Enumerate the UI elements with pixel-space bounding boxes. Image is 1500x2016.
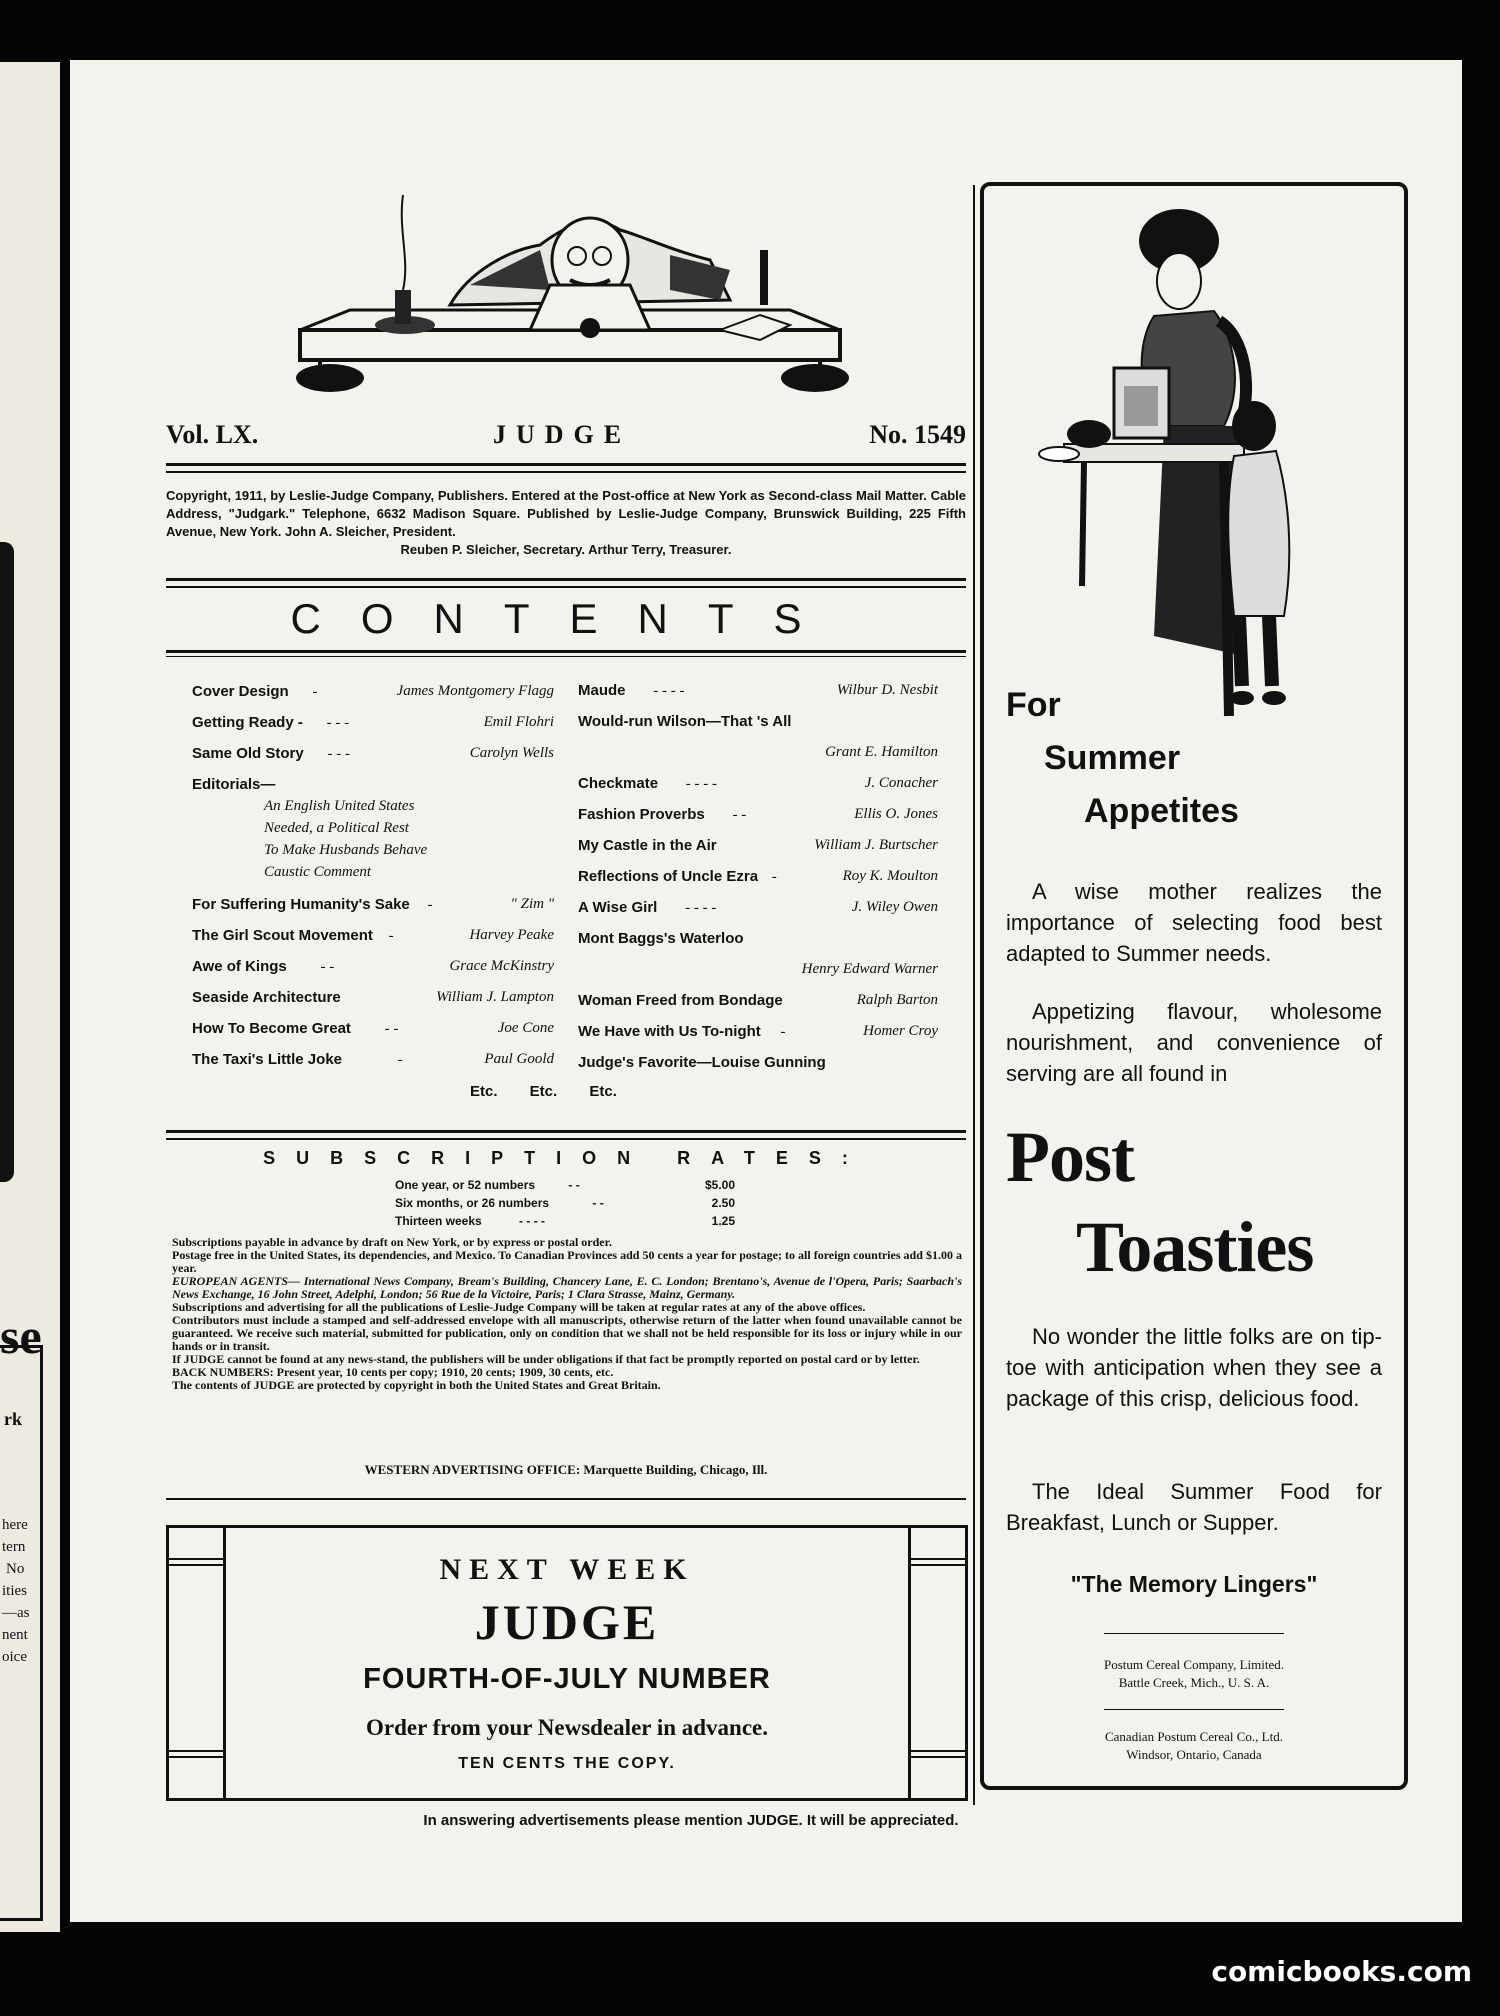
company-us-address: Battle Creek, Mich., U. S. A. bbox=[1118, 1675, 1270, 1690]
volume-number: Vol. LX. bbox=[166, 420, 259, 449]
copyright-text: Copyright, 1911, by Leslie-Judge Company, Publishers. Entered at the Post-office at New York as Second-class Mail Matter. Cable Address, "Judgark." Telephone, 6632 Madison Square. Published by Leslie-Judge Company, Brunswick Building, 225 Fifth Avenue, New York. John A. Sleicher, President. bbox=[166, 488, 966, 539]
toc-title: Would-run Wilson—That 's All bbox=[578, 713, 792, 730]
toc-subentry[interactable]: Caustic Comment bbox=[264, 864, 372, 880]
fragment: oice bbox=[2, 1649, 27, 1665]
rule bbox=[1104, 1633, 1284, 1634]
ad-headline-1: For bbox=[1006, 686, 1061, 724]
toc-title: A Wise Girl bbox=[578, 899, 658, 916]
ad-headline-2: Summer bbox=[1044, 739, 1181, 777]
toc-dash: - bbox=[780, 1024, 786, 1040]
fine-print-line: Postage free in the United States, its dependencies, and Mexico. To Canadian Provinces add 50 cents a year for postage; to all foreign countries add $1.00 a year. bbox=[172, 1248, 962, 1275]
toc-entry[interactable] bbox=[192, 896, 554, 914]
adjacent-page bbox=[0, 62, 60, 1932]
toc-title: Mont Baggs's Waterloo bbox=[578, 930, 744, 947]
fragment: No bbox=[6, 1561, 25, 1577]
fragment: rk bbox=[4, 1409, 22, 1429]
toc-entry[interactable] bbox=[192, 776, 554, 794]
toc-title: For Suffering Humanity's Sake bbox=[192, 896, 410, 913]
toc-author: " Zim " bbox=[510, 896, 554, 912]
page-footer: In answering advertisements please mention JUDGE. It will be appreciated. bbox=[423, 1812, 959, 1829]
toc-title: Reflections of Uncle Ezra bbox=[578, 868, 759, 885]
subscription-fine-print bbox=[172, 1236, 962, 1392]
toc-author: Ralph Barton bbox=[856, 992, 938, 1008]
toc-entry[interactable] bbox=[578, 868, 938, 886]
subscription-heading: SUBSCRIPTION RATES: bbox=[263, 1148, 869, 1168]
rule bbox=[166, 578, 966, 588]
toc-dash: - - - - bbox=[653, 683, 685, 699]
toc-entry[interactable] bbox=[578, 775, 938, 793]
copyright-notice bbox=[166, 487, 966, 559]
fine-print-line: If JUDGE cannot be found at any news-stand, the publishers will be under obligations if that fact be promptly reported on postal card or by letter. bbox=[172, 1352, 920, 1366]
toc-title: Judge's Favorite—Louise Gunning bbox=[578, 1054, 826, 1071]
fine-print-line: EUROPEAN AGENTS— International News Company, Bream's Building, Chancery Lane, E. C. London; Brentano's, Avenue de l'Opera, Paris; Saarbach's News Exchange, 16 John Street, Adelphi, London; 56 Rue de la Victoire, Paris; 1 Clara Strasse, Mainz, Germany. bbox=[172, 1274, 962, 1301]
toc-entry[interactable] bbox=[192, 989, 554, 1007]
toc-title: Woman Freed from Bondage bbox=[578, 992, 783, 1009]
mother-and-child-illustration bbox=[1014, 186, 1384, 746]
fine-print-line: Contributors must include a stamped and self-addressed envelope with all manuscripts, otherwise return of the latter when found unavailable cannot be guaranteed. We receive such material, submitted for publication, only on condition that we shall not be held responsible for its loss or injury while in our hands or in transit. bbox=[172, 1313, 962, 1353]
toc-entry[interactable] bbox=[578, 899, 938, 917]
toc-author: Henry Edward Warner bbox=[801, 961, 938, 977]
toc-dash: - bbox=[771, 869, 777, 885]
next-week-order: Order from your Newsdealer in advance. bbox=[365, 1715, 769, 1740]
rate-label: Thirteen weeks bbox=[395, 1214, 482, 1228]
fragment: tern bbox=[2, 1539, 26, 1555]
rate-label: Six months, or 26 numbers bbox=[395, 1196, 550, 1210]
adjacent-page-black-panel bbox=[0, 542, 14, 1182]
toc-entry[interactable] bbox=[192, 1020, 554, 1038]
fine-print-line: Subscriptions and advertising for all the publications of Leslie-Judge Company will be taken at regular rates at any of the above offices. bbox=[172, 1300, 866, 1314]
toc-right-column bbox=[578, 682, 938, 1082]
toc-author: Joe Cone bbox=[497, 1020, 554, 1036]
toc-author: Carolyn Wells bbox=[469, 745, 554, 761]
rate-price: 1.25 bbox=[711, 1214, 735, 1228]
toc-dash: - - - bbox=[326, 715, 350, 731]
toc-entry[interactable] bbox=[192, 714, 554, 732]
toc-title: We Have with Us To-night bbox=[578, 1023, 761, 1040]
toc-dash: - bbox=[312, 684, 318, 700]
rule bbox=[1104, 1709, 1284, 1710]
rate-row bbox=[395, 1196, 735, 1214]
toc-dash: - bbox=[388, 928, 394, 944]
rate-price: $5.00 bbox=[704, 1178, 735, 1192]
toc-author: Ellis O. Jones bbox=[854, 806, 938, 822]
toc-title: Fashion Proverbs bbox=[578, 806, 705, 823]
fragment: ities bbox=[2, 1583, 27, 1599]
toc-entry[interactable] bbox=[578, 806, 938, 824]
toc-subentry[interactable]: Needed, a Political Rest bbox=[264, 820, 409, 836]
toc-author: Wilbur D. Nesbit bbox=[836, 682, 938, 698]
toc-dash: - - - - bbox=[685, 900, 717, 916]
toc-author: William J. Lampton bbox=[436, 989, 554, 1005]
toc-dash: - - bbox=[320, 959, 335, 975]
brand-name-post: Post bbox=[1006, 1117, 1134, 1197]
column-divider bbox=[973, 185, 975, 1805]
ad-headline-3: Appetites bbox=[1084, 792, 1239, 830]
toc-author: Homer Croy bbox=[863, 1023, 938, 1039]
rule bbox=[166, 650, 966, 657]
toc-author: J. Wiley Owen bbox=[851, 899, 938, 915]
toc-entry[interactable] bbox=[578, 682, 938, 700]
toc-author: Grant E. Hamilton bbox=[825, 744, 938, 760]
toc-title: Editorials— bbox=[192, 776, 276, 793]
toc-author: Roy K. Moulton bbox=[842, 868, 938, 884]
fragment: nent bbox=[2, 1627, 28, 1643]
site-watermark: comicbooks.com bbox=[1211, 1955, 1472, 1988]
toc-dash: - bbox=[427, 897, 433, 913]
masthead-row bbox=[166, 420, 966, 460]
toc-title: My Castle in the Air bbox=[578, 837, 717, 854]
toc-author: Paul Goold bbox=[484, 1051, 554, 1067]
fine-print-line: Subscriptions payable in advance by draft on New York, or by express or postal order. bbox=[172, 1235, 612, 1249]
issue-number: No. 1549 bbox=[869, 420, 966, 449]
toc-author: Emil Flohri bbox=[483, 714, 554, 730]
company-canada-address: Windsor, Ontario, Canada bbox=[1126, 1747, 1262, 1762]
fragment: se bbox=[0, 1308, 42, 1364]
fine-print-line: BACK NUMBERS: Present year, 10 cents per copy; 1910, 20 cents; 1909, 30 cents, etc. bbox=[172, 1365, 614, 1379]
toc-title: The Girl Scout Movement bbox=[192, 927, 373, 944]
toc-dash: - - - - bbox=[685, 776, 718, 792]
next-week-label: NEXT WEEK bbox=[439, 1553, 695, 1586]
toc-entry[interactable] bbox=[192, 1051, 554, 1069]
toc-entry[interactable] bbox=[578, 837, 938, 855]
toc-dash: - - - bbox=[327, 746, 350, 762]
toc-entry[interactable] bbox=[578, 1023, 938, 1041]
rate-dots: - - bbox=[568, 1178, 580, 1192]
toc-dash: - - bbox=[732, 807, 747, 823]
box-ornament-right bbox=[908, 1528, 965, 1798]
publication-title: JUDGE bbox=[493, 420, 632, 449]
company-canada: Canadian Postum Cereal Co., Ltd. bbox=[1104, 1729, 1283, 1744]
ad-paragraph-2: Appetizing flavour, wholesome nourishment, and convenience of serving are all found in bbox=[1006, 999, 1382, 1086]
fine-print-line: The contents of JUDGE are protected by copyright in both the United States and Great Britain. bbox=[172, 1378, 661, 1392]
toc-entry[interactable] bbox=[192, 683, 554, 701]
ad-paragraph-3: No wonder the little folks are on tip-toe with anticipation when they see a package of this crisp, delicious food. bbox=[1006, 1324, 1382, 1411]
masthead-illustration bbox=[290, 190, 850, 400]
toc-entry[interactable] bbox=[578, 992, 938, 1010]
next-week-issue: FOURTH-OF-JULY NUMBER bbox=[363, 1663, 771, 1695]
fragment: —as bbox=[2, 1605, 30, 1621]
toc-title: The Taxi's Little Joke bbox=[192, 1051, 342, 1068]
toc-title: Same Old Story bbox=[192, 745, 304, 762]
toc-author: James Montgomery Flagg bbox=[396, 683, 554, 699]
toc-etc: Etc. Etc. Etc. bbox=[470, 1083, 617, 1100]
rule bbox=[166, 1498, 966, 1500]
fragment: here bbox=[2, 1517, 28, 1533]
toc-title: Seaside Architecture bbox=[192, 989, 341, 1006]
toc-title: Maude bbox=[578, 682, 626, 699]
rate-price: 2.50 bbox=[711, 1196, 735, 1210]
post-toasties-ad[interactable] bbox=[980, 182, 1408, 1790]
toc-dash: - - bbox=[384, 1021, 399, 1037]
rule bbox=[166, 463, 966, 473]
next-week-box bbox=[166, 1525, 968, 1801]
toc-subentry[interactable]: An English United States bbox=[264, 798, 415, 814]
ad-paragraph-4: The Ideal Summer Food for Breakfast, Lunch or Supper. bbox=[1006, 1479, 1382, 1535]
toc-entry[interactable] bbox=[578, 713, 938, 731]
next-week-title: JUDGE bbox=[474, 1594, 660, 1650]
toc-title: How To Become Great bbox=[192, 1020, 351, 1037]
toc-title: Checkmate bbox=[578, 775, 659, 792]
company-us: Postum Cereal Company, Limited. bbox=[1103, 1657, 1285, 1672]
toc-title: Awe of Kings bbox=[192, 958, 287, 975]
toc-entry[interactable] bbox=[192, 927, 554, 945]
rate-label: One year, or 52 numbers bbox=[395, 1178, 536, 1192]
box-ornament-left bbox=[169, 1528, 226, 1798]
toc-author: William J. Burtscher bbox=[814, 837, 938, 853]
subscription-rates bbox=[395, 1178, 735, 1232]
toc-author: Grace McKinstry bbox=[449, 958, 554, 974]
toc-title: Cover Design bbox=[192, 683, 289, 700]
rate-row bbox=[395, 1178, 735, 1196]
toc-entry[interactable] bbox=[192, 958, 554, 976]
toc-entry[interactable] bbox=[578, 930, 938, 948]
rate-dots: - - - - bbox=[519, 1214, 546, 1228]
next-week-price: TEN CENTS THE COPY. bbox=[458, 1755, 676, 1772]
western-office: WESTERN ADVERTISING OFFICE: Marquette Building, Chicago, Ill. bbox=[364, 1462, 768, 1477]
toc-subentry[interactable]: To Make Husbands Behave bbox=[264, 842, 428, 858]
toc-entry[interactable] bbox=[192, 745, 554, 763]
toc-author: Harvey Peake bbox=[469, 927, 554, 943]
toc-left-column bbox=[192, 683, 554, 1083]
toc-entry[interactable] bbox=[578, 1054, 938, 1072]
copyright-officers: Reuben P. Sleicher, Secretary. Arthur Terry, Treasurer. bbox=[400, 542, 732, 557]
toc-author: J. Conacher bbox=[864, 775, 938, 791]
brand-name-toasties: Toasties bbox=[1076, 1207, 1314, 1287]
ad-paragraph-1: A wise mother realizes the importance of selecting food best adapted to Summer needs. bbox=[1006, 879, 1382, 966]
toc-dash: - bbox=[397, 1052, 403, 1068]
ad-slogan: "The Memory Lingers" bbox=[1070, 1571, 1318, 1597]
toc-title: Getting Ready - bbox=[192, 714, 303, 731]
rule bbox=[166, 1130, 966, 1140]
rate-row bbox=[395, 1214, 735, 1232]
rate-dots: - - bbox=[592, 1196, 604, 1210]
contents-heading: CONTENTS bbox=[290, 595, 842, 642]
